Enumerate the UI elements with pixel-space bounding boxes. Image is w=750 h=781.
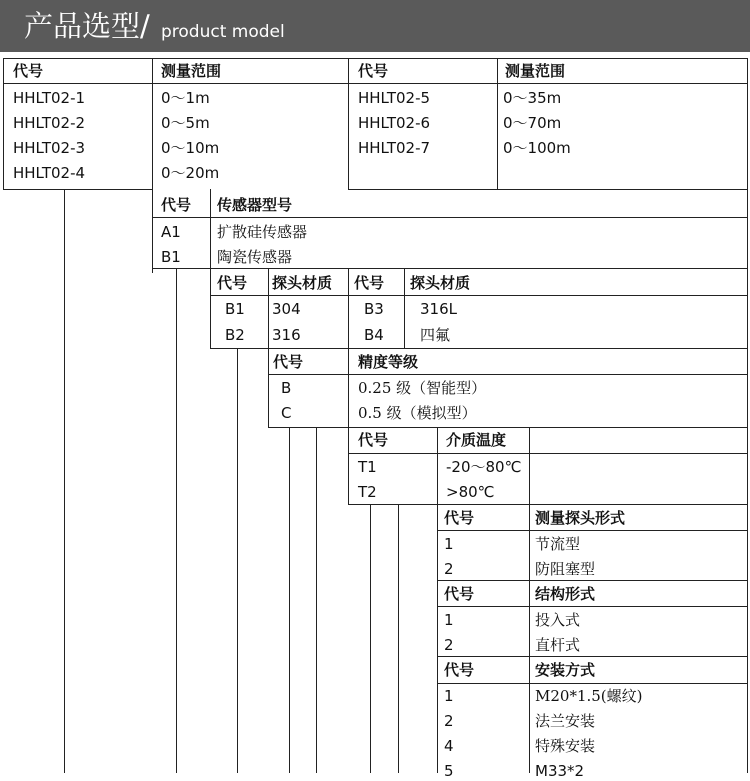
range-value-cell: 0～5m <box>161 114 210 132</box>
accuracy-bottom-border <box>268 427 348 428</box>
sensor-code-cell: A1 <box>161 223 181 241</box>
range-table-divider <box>497 58 498 189</box>
range-header-code: 代号 <box>13 62 44 80</box>
material-code-cell: B1 <box>225 300 245 318</box>
structure-label-cell: 直杆式 <box>535 636 581 654</box>
range-code-cell: HHLT02-5 <box>358 89 431 107</box>
accuracy-label-cell: 0.5 级（模拟型） <box>358 404 477 422</box>
install-header-label: 安装方式 <box>535 661 596 679</box>
sensor-code-cell: B1 <box>161 248 181 266</box>
accuracy-code-cell: B <box>281 379 292 397</box>
structure-header-border <box>437 606 747 607</box>
material-divider <box>404 268 405 348</box>
range-code-cell: HHLT02-6 <box>358 114 431 132</box>
material-bottom-border <box>210 348 268 349</box>
sensor-header-code: 代号 <box>161 196 192 214</box>
material-label-cell: 316 <box>272 326 301 344</box>
banner-title: 产品选型/ <box>24 9 150 43</box>
range-value-cell: 0～20m <box>161 164 220 182</box>
temp-bottom-border <box>348 504 437 505</box>
accuracy-header-border <box>268 374 747 375</box>
temp-code-cell: T1 <box>358 458 377 476</box>
sensor-label-cell: 扩散硅传感器 <box>217 223 308 241</box>
connector-line <box>398 504 399 773</box>
temp-header-label: 介质温度 <box>446 431 507 449</box>
connector-line <box>370 504 371 773</box>
accuracy-code-cell: C <box>281 404 292 422</box>
install-header-code: 代号 <box>444 661 475 679</box>
probe-form-label-cell: 防阻塞型 <box>535 560 596 578</box>
install-code-cell: 2 <box>444 712 454 730</box>
install-code-cell: 4 <box>444 737 454 755</box>
install-label-cell: M20*1.5(螺纹) <box>535 687 643 705</box>
range-table-header-border <box>3 83 747 84</box>
range-table-top-border <box>3 58 747 59</box>
accuracy-header-code: 代号 <box>273 353 304 371</box>
range-value-cell: 0～10m <box>161 139 220 157</box>
range-table-left-border <box>3 58 4 189</box>
range-header-range: 测量范围 <box>161 62 222 80</box>
sensor-divider <box>210 189 211 273</box>
material-top-border <box>210 268 747 269</box>
material-header-code: 代号 <box>217 274 248 292</box>
install-label-cell: 特殊安装 <box>535 737 596 755</box>
install-label-cell: 法兰安装 <box>535 712 596 730</box>
accuracy-label-cell: 0.25 级（智能型） <box>358 379 487 397</box>
material-divider <box>348 268 349 348</box>
sensor-header-label: 传感器型号 <box>217 196 293 214</box>
structure-code-cell: 2 <box>444 636 454 654</box>
connector-line <box>64 189 65 773</box>
probe-form-label-cell: 节流型 <box>535 535 581 553</box>
connector-line <box>176 268 177 773</box>
range-header-code-2: 代号 <box>358 62 389 80</box>
install-header-border <box>437 683 747 684</box>
material-code-cell: B4 <box>364 326 384 344</box>
range-value-cell: 0～100m <box>503 139 571 157</box>
structure-code-cell: 1 <box>444 611 454 629</box>
sensor-bottom-border <box>152 268 210 269</box>
install-label-cell: M33*2 <box>535 762 585 780</box>
accuracy-divider <box>348 348 349 504</box>
probe-form-header-border <box>437 530 747 531</box>
connector-line <box>237 348 238 773</box>
accuracy-header-label: 精度等级 <box>358 353 419 371</box>
probe-form-code-cell: 2 <box>444 560 454 578</box>
connector-line <box>316 427 317 773</box>
accuracy-top-border <box>268 348 747 349</box>
range-table-right-bottom-border <box>348 189 747 190</box>
range-table-right-border <box>747 58 748 189</box>
range-code-cell: HHLT02-2 <box>13 114 86 132</box>
material-header-code-2: 代号 <box>354 274 385 292</box>
range-table-bottom-border <box>3 189 152 190</box>
probe-form-header-label: 测量探头形式 <box>535 509 626 527</box>
material-header-label-2: 探头材质 <box>410 274 471 292</box>
structure-header-code: 代号 <box>444 585 475 603</box>
sensor-label-cell: 陶瓷传感器 <box>217 248 293 266</box>
temp-divider <box>529 427 530 773</box>
range-code-cell: HHLT02-4 <box>13 164 86 182</box>
install-top-border <box>437 656 747 657</box>
banner-subtitle: product model <box>161 22 285 42</box>
temp-code-cell: T2 <box>358 483 377 501</box>
range-header-range-2: 测量范围 <box>505 62 566 80</box>
connector-line <box>210 268 211 348</box>
material-header-label: 探头材质 <box>272 274 333 292</box>
temp-label-cell: -20～80℃ <box>446 458 522 476</box>
range-value-cell: 0～35m <box>503 89 562 107</box>
install-code-cell: 5 <box>444 762 454 780</box>
temp-divider <box>437 427 438 773</box>
structure-header-label: 结构形式 <box>535 585 596 603</box>
material-header-border <box>210 295 747 296</box>
lower-right-border <box>747 189 748 773</box>
material-code-cell: B2 <box>225 326 245 344</box>
connector-line <box>289 427 290 773</box>
sensor-header-border <box>152 217 747 218</box>
probe-form-header-code: 代号 <box>444 509 475 527</box>
range-code-cell: HHLT02-7 <box>358 139 431 157</box>
install-code-cell: 1 <box>444 687 454 705</box>
range-code-cell: HHLT02-3 <box>13 139 86 157</box>
temp-label-cell: >80℃ <box>446 483 495 501</box>
structure-label-cell: 投入式 <box>535 611 581 629</box>
material-label-cell: 四氟 <box>420 326 451 344</box>
range-value-cell: 0～1m <box>161 89 210 107</box>
material-label-cell: 304 <box>272 300 301 318</box>
section-banner <box>0 0 750 52</box>
probe-form-top-border <box>437 504 747 505</box>
temp-header-border <box>348 453 747 454</box>
material-code-cell: B3 <box>364 300 384 318</box>
temp-header-code: 代号 <box>358 431 389 449</box>
temp-top-border <box>348 427 747 428</box>
material-label-cell: 316L <box>420 300 457 318</box>
range-table-divider <box>348 58 349 189</box>
range-code-cell: HHLT02-1 <box>13 89 86 107</box>
range-value-cell: 0～70m <box>503 114 562 132</box>
sensor-left-border <box>152 58 153 273</box>
probe-form-code-cell: 1 <box>444 535 454 553</box>
structure-top-border <box>437 580 747 581</box>
